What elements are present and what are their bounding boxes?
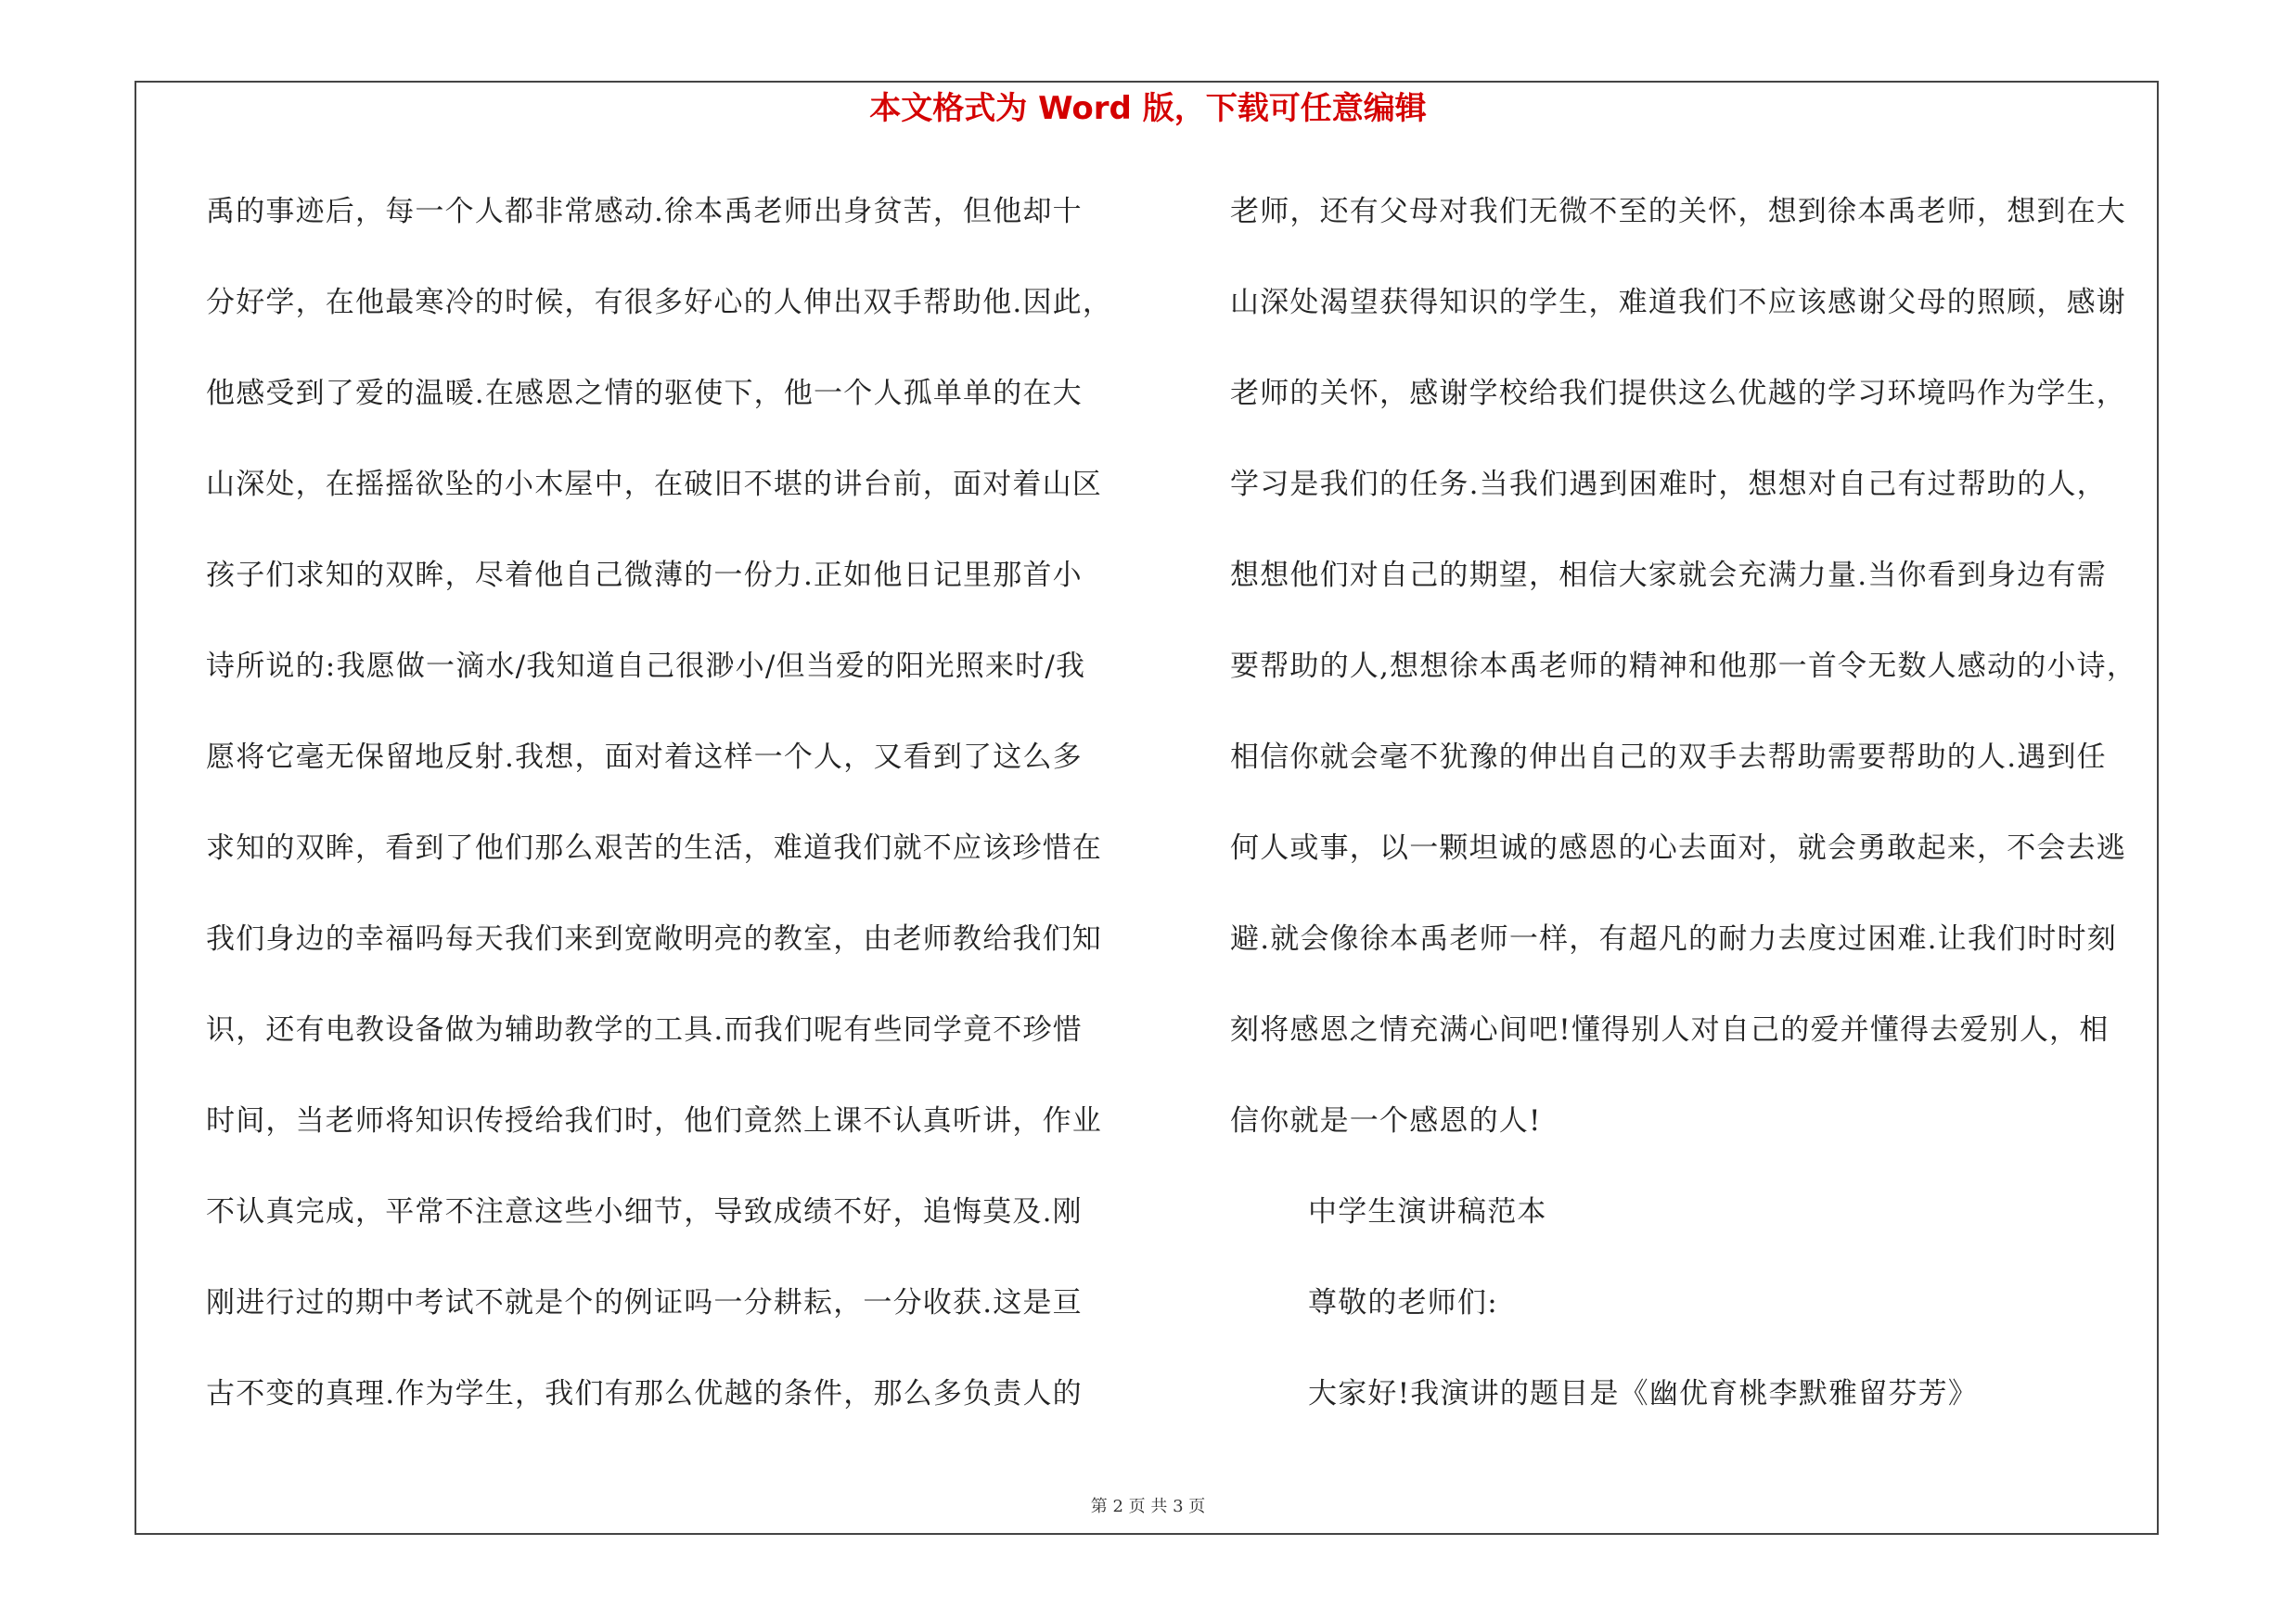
text-line: 刚进行过的期中考试不就是个的例证吗一分耕耘，一分收获.这是亘: [206, 1286, 1083, 1320]
text-line: 识，还有电教设备做为辅助教学的工具.而我们呢有些同学竟不珍惜: [206, 1013, 1083, 1047]
text-line: 学习是我们的任务.当我们遇到困难时，想想对自己有过帮助的人，: [1230, 468, 2107, 501]
text-line: 愿将它毫无保留地反射.我想，面对着这样一个人，又看到了这么多: [206, 741, 1083, 774]
right-text-column: [1230, 184, 2167, 1457]
text-line: 信你就是一个感恩的人!: [1230, 1104, 1542, 1138]
text-line: 山深处，在摇摇欲坠的小木屋中，在破旧不堪的讲台前，面对着山区: [206, 468, 1102, 501]
text-line: 老师，还有父母对我们无微不至的关怀，想到徐本禹老师，想到在大: [1230, 195, 2126, 228]
text-line: 老师的关怀，感谢学校给我们提供这么优越的学习环境吗作为学生，: [1230, 377, 2126, 410]
text-line: 要帮助的人,想想徐本禹老师的精神和他那一首令无数人感动的小诗，: [1230, 650, 2137, 683]
text-line: 相信你就会毫不犹豫的伸出自己的双手去帮助需要帮助的人.遇到任: [1230, 741, 2107, 774]
text-line: 诗所说的:我愿做一滴水/我知道自己很渺小/但当爱的阳光照来时/我: [206, 650, 1086, 683]
text-line: 时间，当老师将知识传授给我们时，他们竟然上课不认真听讲，作业: [206, 1104, 1102, 1138]
salutation: 尊敬的老师们:: [1308, 1286, 1498, 1320]
page-number: 第 2 页 共 3 页: [1090, 1497, 1206, 1516]
format-banner: 本文格式为 Word 版，下载可任意编辑: [869, 90, 1427, 127]
text-line: 禹的事迹后，每一个人都非常感动.徐本禹老师出身贫苦，但他却十: [206, 195, 1083, 228]
text-line: 想想他们对自己的期望，相信大家就会充满力量.当你看到身边有需: [1230, 559, 2107, 592]
text-line: 山深处渴望获得知识的学生，难道我们不应该感谢父母的照顾，感谢: [1230, 286, 2126, 319]
text-line: 何人或事，以一颗坦诚的感恩的心去面对，就会勇敢起来，不会去逃: [1230, 831, 2126, 865]
text-line: 他感受到了爱的温暖.在感恩之情的驱使下，他一个人孤单单的在大: [206, 377, 1083, 410]
text-line: 孩子们求知的双眸，尽着他自己微薄的一份力.正如他日记里那首小: [206, 559, 1083, 592]
text-line: 刻将感恩之情充满心间吧!懂得别人对自己的爱并懂得去爱别人，相: [1230, 1013, 2110, 1047]
speech-intro: 大家好!我演讲的题目是《幽优育桃李默雅留芬芳》: [1308, 1377, 1979, 1410]
text-line: 古不变的真理.作为学生，我们有那么优越的条件，那么多负责人的: [206, 1377, 1083, 1410]
speech-heading: 中学生演讲稿范本: [1308, 1195, 1547, 1229]
text-line: 我们身边的幸福吗每天我们来到宽敞明亮的教室，由老师教给我们知: [206, 922, 1102, 956]
left-text-column: [206, 184, 1143, 1457]
text-line: 求知的双眸，看到了他们那么艰苦的生活，难道我们就不应该珍惜在: [206, 831, 1102, 865]
text-line: 避.就会像徐本禹老师一样，有超凡的耐力去度过困难.让我们时时刻: [1230, 922, 2117, 956]
text-line: 不认真完成，平常不注意这些小细节，导致成绩不好，追悔莫及.刚: [206, 1195, 1083, 1229]
text-line: 分好学，在他最寒冷的时候，有很多好心的人伸出双手帮助他.因此，: [206, 286, 1113, 319]
